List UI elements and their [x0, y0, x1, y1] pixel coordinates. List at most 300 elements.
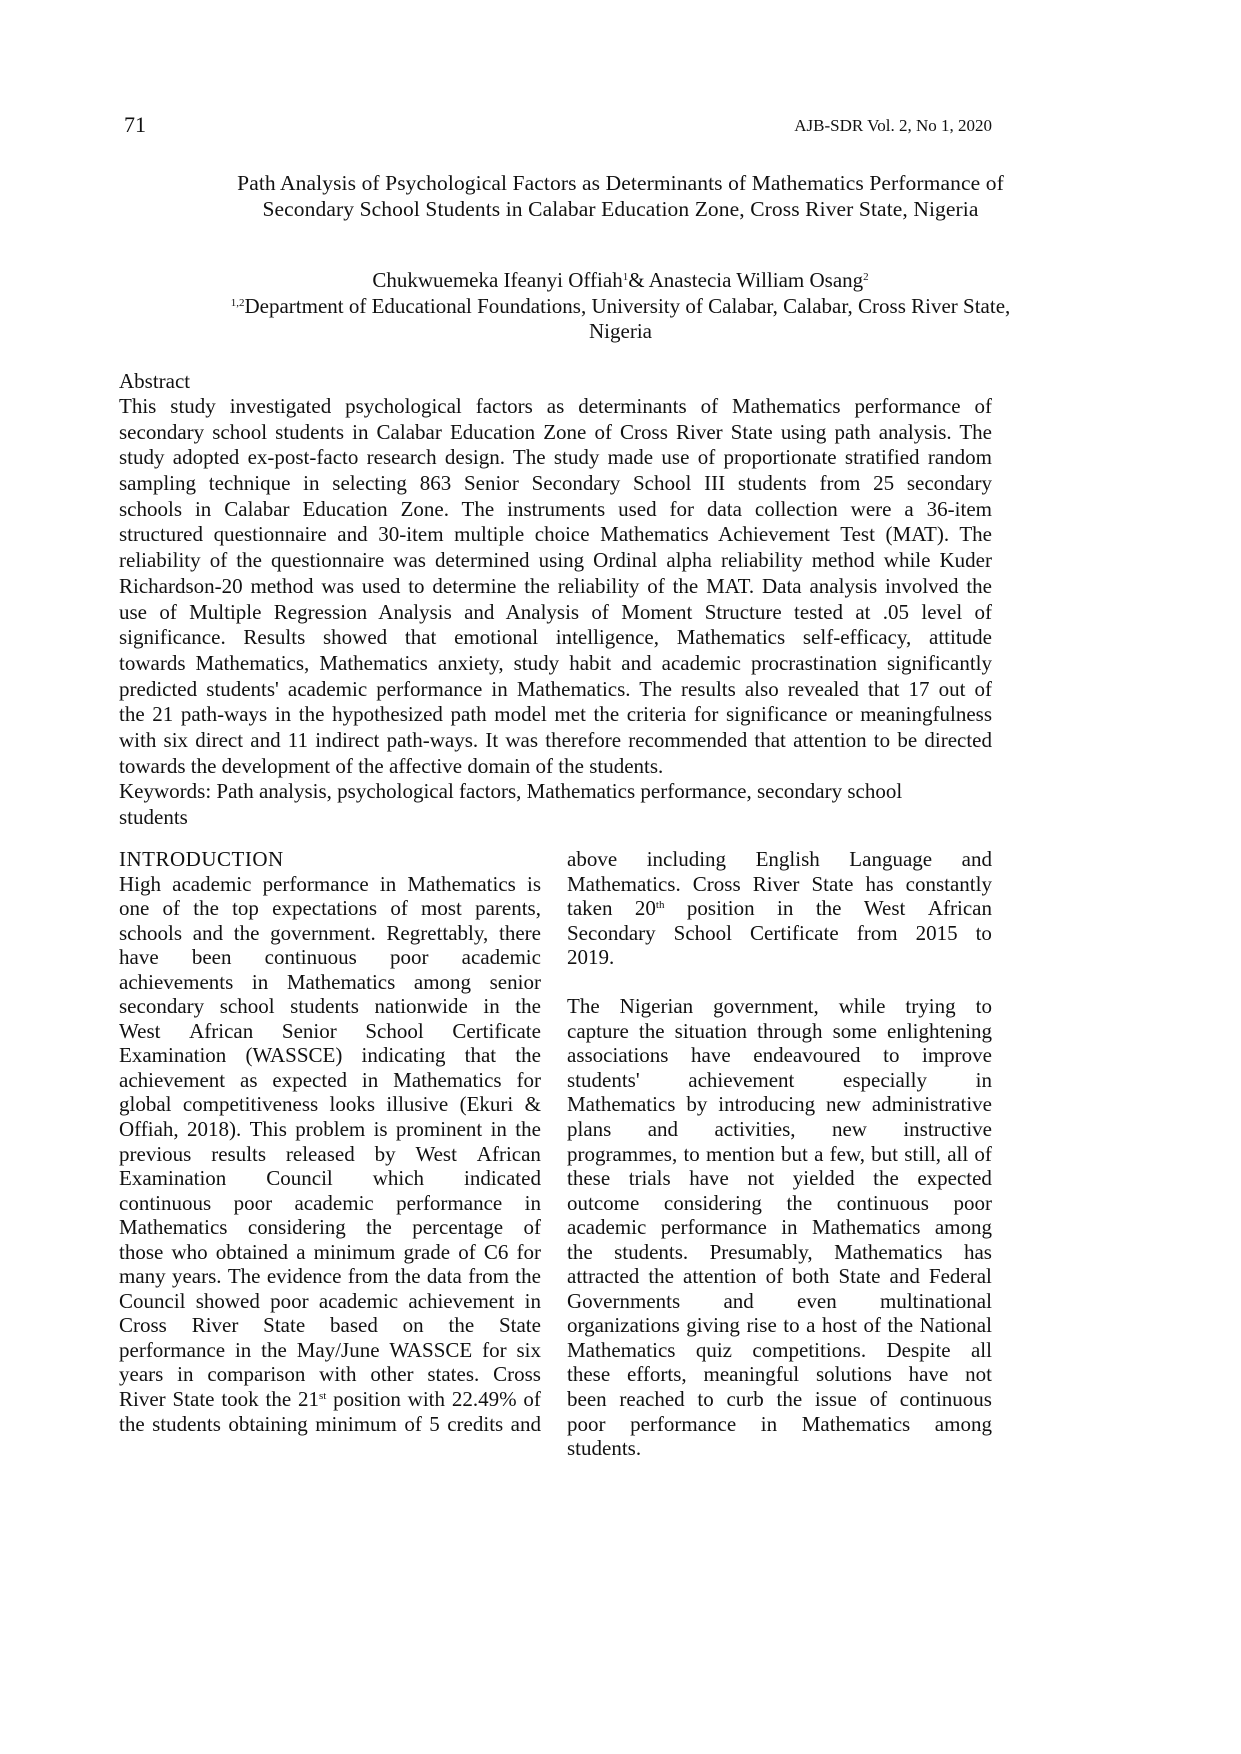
body-line — [567, 921, 992, 946]
word: to — [975, 994, 992, 1019]
column-right — [567, 847, 992, 1461]
word: showed — [195, 1288, 260, 1313]
word: West — [119, 1018, 161, 1043]
word: Senior — [281, 1018, 337, 1043]
word: meaningful — [703, 1362, 800, 1387]
word: the — [515, 1117, 541, 1142]
word: expectations — [272, 896, 378, 921]
word: a — [296, 1239, 306, 1264]
word: Mathematics — [407, 871, 516, 896]
body-line — [119, 1313, 541, 1338]
word: of — [974, 1141, 992, 1166]
word: West — [415, 1141, 457, 1166]
word: achievement — [408, 1288, 515, 1313]
word: as — [240, 1067, 258, 1092]
word: Nigerian — [619, 994, 694, 1019]
word: one — [119, 896, 150, 921]
body-line — [119, 1117, 541, 1142]
word: School — [365, 1018, 424, 1043]
word: who — [171, 1239, 208, 1264]
title-line-1: Path Analysis of Psychological Factors as Determinants of Mathematics Performance of — [237, 171, 1004, 195]
word: data — [426, 1264, 462, 1289]
word: High — [119, 871, 161, 896]
word: performance — [660, 1215, 767, 1240]
body-line — [567, 1142, 992, 1167]
word: those — [119, 1239, 164, 1264]
word: expected — [272, 1067, 348, 1092]
word: six — [516, 1337, 541, 1362]
body-line — [119, 1215, 541, 1240]
word: above — [567, 847, 618, 871]
word: Cross — [692, 871, 741, 896]
word: most — [421, 896, 462, 921]
abstract-heading: Abstract — [119, 369, 191, 393]
word: trials — [628, 1166, 671, 1191]
word: The — [227, 1264, 261, 1289]
abstract-line: secondary school students in Calabar Education Zone of Cross River State using path analysis. The — [119, 419, 992, 444]
word: English — [755, 847, 820, 871]
word: years. — [171, 1264, 222, 1289]
word: some — [832, 1018, 877, 1043]
word: from — [856, 920, 898, 945]
word: 20th — [634, 896, 665, 921]
word: and — [723, 1288, 754, 1313]
word: not — [747, 1166, 775, 1191]
word: WASSCE — [389, 1337, 473, 1362]
word: academic — [172, 871, 252, 896]
word: performance — [119, 1337, 226, 1362]
word: not — [965, 1362, 992, 1387]
word: multinational — [879, 1288, 992, 1313]
word: capture — [567, 1018, 629, 1043]
abstract-line: use of Multiple Regression Analysis and Analysis of Moment Structure tested at .05 level of — [119, 599, 992, 624]
author-list — [100, 268, 1141, 293]
word: obtaining — [228, 1411, 308, 1436]
word: to — [783, 1313, 800, 1338]
word: competitions. — [752, 1337, 867, 1362]
word: which — [372, 1166, 425, 1191]
word: of — [162, 896, 181, 921]
word: percentage — [412, 1215, 504, 1240]
word: among — [934, 1411, 992, 1436]
body-line — [119, 1092, 541, 1117]
body-line-with-superscript — [119, 1387, 541, 1412]
word: State — [811, 871, 854, 896]
title-line-2: Secondary School Students in Calabar Education Zone, Cross River State, Nigeria — [262, 197, 979, 221]
word: the — [261, 1337, 287, 1362]
body-line — [119, 896, 541, 921]
abstract-line: structured questionnaire and 30-item multiple choice Mathematics Achievement Test (MAT). The — [119, 522, 992, 547]
abstract-line: reliability of the questionnaire was determined using Ordinal alpha reliability method while Kuder — [119, 548, 992, 573]
word: Mathematics. — [567, 871, 681, 896]
word: mention — [705, 1141, 775, 1166]
body-line — [567, 1362, 992, 1387]
word: grade — [403, 1239, 451, 1264]
word: issue — [814, 1387, 857, 1412]
body-line — [567, 1387, 992, 1412]
word: quiz — [695, 1337, 732, 1362]
word: curb — [726, 1387, 764, 1412]
word: performance — [262, 871, 369, 896]
word: School — [673, 920, 733, 945]
word: even — [797, 1288, 837, 1313]
word: African — [189, 1018, 254, 1043]
word: (Ekuri — [459, 1092, 514, 1117]
author-1-affiliation-mark: 1 — [622, 271, 629, 283]
body-line — [567, 1412, 992, 1437]
word: academic — [461, 945, 541, 970]
word: continuous — [836, 1190, 929, 1215]
word: but — [871, 1141, 899, 1166]
affiliation-line-1: Department of Educational Foundations, University of Calabar, Calabar, Cross River State, — [244, 294, 1011, 318]
word: in — [760, 1411, 778, 1436]
word: in — [781, 1215, 798, 1240]
body-line — [567, 1068, 992, 1093]
keywords-line-2: students — [119, 805, 188, 829]
word: comparison — [207, 1362, 306, 1387]
word: especially — [843, 1067, 927, 1092]
word: poor — [270, 1288, 309, 1313]
word: released — [285, 1141, 355, 1166]
word: in — [483, 994, 500, 1019]
word: from — [468, 1264, 509, 1289]
body-line — [567, 1313, 992, 1338]
word: from — [347, 1264, 389, 1289]
word: yielded — [792, 1166, 855, 1191]
word: students' — [567, 1067, 640, 1092]
word: of — [523, 1215, 541, 1240]
word: previous — [119, 1141, 192, 1166]
body-line — [119, 1240, 541, 1265]
word: achievement — [688, 1067, 795, 1092]
word: C6 — [483, 1239, 509, 1264]
word: students. — [614, 1239, 689, 1264]
word: Federal — [928, 1264, 992, 1289]
abstract-line: Richardson-20 method was used to determine the reliability of the MAT. Data analysis involved the — [119, 573, 992, 598]
word: these — [567, 1166, 611, 1191]
word: constantly — [905, 871, 992, 896]
body-line — [119, 1142, 541, 1167]
word: indicating — [361, 1043, 446, 1068]
body-line — [119, 872, 541, 897]
word: the — [366, 1215, 392, 1240]
body-line — [567, 1019, 992, 1044]
word: position — [333, 1387, 401, 1412]
word: have — [689, 1166, 729, 1191]
word: Council — [119, 1288, 186, 1313]
word: few, — [829, 1141, 865, 1166]
word: attention — [683, 1264, 757, 1289]
word: introducing — [718, 1092, 816, 1117]
word: State — [498, 1313, 541, 1338]
abstract-line: with six direct and 11 indirect path-ways. It was therefore recommended that attention to be directed — [119, 727, 992, 752]
word: is — [526, 871, 541, 896]
body-line — [119, 921, 541, 946]
word: River — [191, 1313, 239, 1338]
body-line — [567, 1289, 992, 1314]
word: in — [177, 1362, 194, 1387]
word: while — [838, 994, 886, 1019]
ordinal-superscript: st — [318, 1390, 327, 1403]
word: new — [825, 1092, 861, 1117]
word: by — [686, 1092, 708, 1117]
word: the — [233, 920, 260, 945]
word: among — [413, 969, 472, 994]
word: obtained — [215, 1239, 289, 1264]
word: performance — [630, 1411, 737, 1436]
word: students — [290, 994, 359, 1019]
word: for — [516, 1239, 541, 1264]
body-line — [567, 1215, 992, 1240]
page-number: 71 — [124, 112, 146, 137]
word: continuous — [899, 1387, 992, 1412]
author-2: Anastecia William Osang — [648, 268, 864, 292]
word: is — [373, 1117, 388, 1142]
word: State — [263, 1313, 306, 1338]
word: solutions — [815, 1362, 892, 1387]
body-line — [567, 1043, 992, 1068]
abstract-body — [119, 394, 992, 831]
word: in — [975, 1067, 992, 1092]
word: endeavoured — [753, 1043, 861, 1068]
body-line — [119, 1019, 541, 1044]
word: poor — [567, 1411, 606, 1436]
body-line — [119, 1412, 541, 1437]
body-line: students. — [567, 1436, 642, 1461]
word: students — [152, 1411, 221, 1436]
body-line — [567, 1264, 992, 1289]
word: with — [407, 1387, 445, 1412]
word: continuous — [119, 1190, 212, 1215]
word: Cross — [493, 1362, 541, 1387]
word: 21st — [297, 1387, 327, 1412]
author-separator: & — [628, 268, 649, 292]
abstract-line: the 21 path-ways in the hypothesized path model met the criteria for significance or meaningfulness — [119, 702, 992, 727]
word: Certificate — [750, 920, 839, 945]
word: State — [172, 1387, 215, 1412]
word: minimum — [315, 1411, 397, 1436]
word: many — [119, 1264, 166, 1289]
abstract-line: predicted students' academic performance in Mathematics. The results also revealed that 17 out of — [119, 676, 992, 701]
word: instructive — [903, 1117, 992, 1142]
word: have — [119, 945, 159, 970]
word: new — [831, 1117, 867, 1142]
body-line — [567, 872, 992, 897]
word: academic — [294, 1190, 374, 1215]
word: continuous — [264, 945, 357, 970]
word: Certificate — [452, 1018, 541, 1043]
word: in — [490, 1117, 507, 1142]
affiliation-mark: 1,2 — [230, 297, 245, 309]
word: rise — [746, 1313, 777, 1338]
word: African — [927, 896, 992, 921]
word: poor — [390, 945, 429, 970]
word: Mathematics — [811, 1215, 921, 1240]
word: illusive — [386, 1092, 449, 1117]
word: looks — [329, 1092, 376, 1117]
body-line — [567, 847, 992, 872]
word: of — [390, 896, 408, 921]
abstract-line: significance. Results showed that emotional intelligence, Mathematics self-efficacy, attitude — [119, 625, 992, 650]
word: African — [476, 1141, 541, 1166]
body-line — [119, 1338, 541, 1363]
word: the — [648, 1264, 674, 1289]
word: in — [524, 1288, 541, 1313]
word: to — [697, 1387, 714, 1412]
abstract-line: schools in Calabar Education Zone. The instruments used for data collection were a 36-item — [119, 496, 992, 521]
word: of — [404, 1411, 422, 1436]
word: problem — [295, 1117, 366, 1142]
word: River — [119, 1387, 166, 1412]
word: of — [458, 1239, 476, 1264]
word: academic — [567, 1215, 647, 1240]
affiliation-line-2: Nigeria — [589, 319, 652, 343]
word: nationwide — [374, 994, 468, 1019]
word: Governments — [567, 1288, 681, 1313]
word: been — [567, 1387, 607, 1412]
word: has — [963, 1239, 992, 1264]
word: parents, — [475, 896, 541, 921]
word: outcome — [567, 1190, 640, 1215]
word: the — [193, 896, 219, 921]
column-left — [119, 847, 541, 1436]
word: in — [234, 1337, 252, 1362]
paper-title — [100, 170, 1141, 222]
word: Language — [849, 847, 933, 871]
word: 2015 — [915, 920, 958, 945]
word: the — [394, 1264, 421, 1289]
word: considering — [247, 1215, 346, 1240]
word: trying — [905, 994, 956, 1019]
word: (WASSCE) — [245, 1043, 343, 1068]
word: the — [567, 1239, 593, 1264]
word: schools — [119, 920, 182, 945]
word: situation — [674, 1018, 748, 1043]
word: of — [523, 1387, 541, 1412]
word: considering — [663, 1190, 762, 1215]
word: Examination — [119, 1166, 227, 1191]
word: in — [524, 1190, 541, 1215]
word: that — [464, 1043, 497, 1068]
word: 2018). — [187, 1117, 242, 1142]
word: both — [792, 1264, 830, 1289]
word: based — [330, 1313, 378, 1338]
word: other — [370, 1362, 414, 1387]
author-2-affiliation-mark: 2 — [863, 271, 869, 283]
body-line — [119, 970, 541, 995]
word: on — [402, 1313, 424, 1338]
word: enlightening — [887, 1018, 992, 1043]
word: in — [361, 1067, 379, 1092]
word: achievement — [119, 1067, 226, 1092]
body-line — [119, 1264, 541, 1289]
word: 22.49% — [451, 1387, 517, 1412]
word: Mathematics — [801, 1411, 911, 1436]
body-line — [567, 1166, 992, 1191]
word: the — [265, 1387, 292, 1412]
paragraph-gap — [567, 970, 992, 995]
word: Regrettably, — [386, 920, 489, 945]
word: Mathematics — [567, 1337, 676, 1362]
word: host — [821, 1313, 857, 1338]
word: prominent — [395, 1117, 483, 1142]
word: in — [777, 896, 794, 921]
word: global — [119, 1092, 172, 1117]
word: attracted — [567, 1264, 640, 1289]
body-line — [567, 1117, 992, 1142]
word: have — [691, 1043, 731, 1068]
word: school — [219, 994, 275, 1019]
word: expected — [917, 1166, 992, 1191]
word: achievements — [119, 969, 234, 994]
word: Examination — [119, 1043, 227, 1068]
word: in — [251, 969, 269, 994]
word: State — [838, 1264, 881, 1289]
body-line — [119, 945, 541, 970]
body-line — [119, 1068, 541, 1093]
word: the — [786, 1190, 813, 1215]
word: to — [683, 1141, 700, 1166]
body-line — [119, 1191, 541, 1216]
abstract-line: towards Mathematics, Mathematics anxiety, study habit and academic procrastination significantly — [119, 650, 992, 675]
word: and — [961, 847, 992, 871]
word: all — [970, 1337, 992, 1362]
word: these — [567, 1362, 611, 1387]
body-line — [119, 994, 541, 1019]
word: the — [119, 1411, 145, 1436]
body-line — [567, 994, 992, 1019]
body-line — [567, 1191, 992, 1216]
word: and — [192, 920, 224, 945]
word: plans — [567, 1117, 612, 1142]
word: results — [211, 1141, 267, 1166]
word: Mathematics — [119, 1215, 228, 1240]
body-line-with-superscript — [567, 896, 992, 921]
word: May/June — [296, 1337, 380, 1362]
word: and — [647, 1117, 679, 1142]
word: organizations — [567, 1313, 680, 1338]
word: years — [119, 1362, 164, 1387]
word: senior — [489, 969, 541, 994]
word: among — [934, 1215, 992, 1240]
word: top — [232, 896, 259, 921]
ordinal-superscript: th — [655, 899, 665, 912]
word: poor — [233, 1190, 273, 1215]
word: giving — [686, 1313, 740, 1338]
abstract-line: towards the development of the affective domain of the students. — [119, 753, 664, 778]
word: the — [515, 1264, 541, 1289]
word: of — [765, 1264, 784, 1289]
word: activities, — [714, 1117, 796, 1142]
word: The — [567, 994, 600, 1019]
word: took — [221, 1387, 259, 1412]
word: for — [516, 1067, 541, 1092]
word: Mathematics — [286, 969, 396, 994]
word: the — [776, 1387, 803, 1412]
author-1: Chukwuemeka Ifeanyi Offiah — [372, 268, 623, 292]
word: the — [515, 1043, 541, 1068]
word: government, — [713, 994, 819, 1019]
word: administrative — [871, 1092, 992, 1117]
word: associations — [567, 1043, 669, 1068]
word: Despite — [886, 1337, 951, 1362]
body-line — [567, 1338, 992, 1363]
word: & — [524, 1092, 541, 1117]
word: taken — [567, 896, 613, 921]
word: still, — [904, 1141, 941, 1166]
word: credits — [447, 1411, 504, 1436]
word: academic — [318, 1288, 399, 1313]
